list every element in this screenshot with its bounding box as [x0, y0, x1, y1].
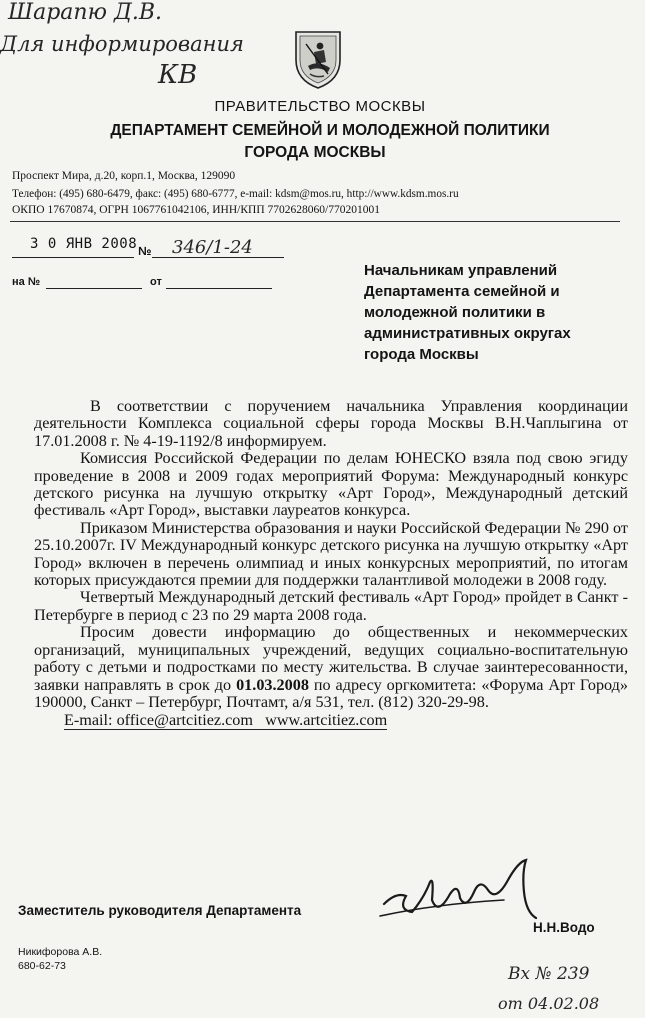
executor-name: Никифорова А.В.: [18, 946, 103, 958]
outgoing-date-stamp: 3 0 ЯНВ 2008: [30, 236, 138, 252]
body-paragraph-5-address: по адресу оргкомитета: «Форума Арт Город» 190000, Санкт – Петербург, Почтамт, а/я 531, тел. (812) 320-29-98.: [34, 675, 629, 711]
outgoing-number-handwritten: 346/1-24: [172, 237, 253, 258]
body-paragraph-4: Четвертый Международный детский фестиваль «Арт Город» пройдет в Санкт - Петербурге в период с 23 по 29 марта 2008 года.: [34, 588, 628, 624]
body-paragraph-3: Приказом Министерства образования и науки Российской Федерации № 290 от 25.10.2007г. IV Международный конкурс детского рисунка на лучшую открытку «Арт Город» включен в перечень олимпиад и иных конкурсных мероприятий, по итогам которых присуждаются премии для поддержки талантливой молодежи в 2008 году.: [34, 518, 628, 590]
contact-line: [34, 712, 628, 729]
handwritten-incoming-number: Вх № 239: [508, 964, 590, 984]
contact-links[interactable]: E-mail: office@artcitiez.com www.artcitiez.com: [64, 711, 388, 730]
recipient-line: города Москвы: [364, 346, 479, 363]
department-title-line1: ДЕПАРТАМЕНТ СЕМЕЙНОЙ И МОЛОДЕЖНОЙ ПОЛИТИКИ: [110, 122, 550, 139]
recipient-line: административных округах: [364, 325, 571, 342]
letterhead-divider: [10, 221, 620, 222]
handwritten-resolution: Для информирования: [0, 32, 244, 56]
department-title-line2: ГОРОДА МОСКВЫ: [244, 144, 386, 161]
reference-number-line: [46, 288, 142, 289]
handwritten-initials: КВ: [158, 60, 198, 90]
reference-number-label: на №: [12, 276, 41, 288]
body-paragraph-5: [34, 624, 628, 711]
signatory-name: Н.Н.Водо: [533, 920, 595, 935]
number-underline: [152, 257, 284, 258]
recipient-line: молодежной политики в: [364, 304, 546, 321]
handwritten-signature: [376, 852, 556, 932]
moscow-coat-of-arms-logo: [290, 26, 346, 90]
handwritten-addressee: Шарапю Д.В.: [8, 0, 162, 25]
government-title: ПРАВИТЕЛЬСТВО МОСКВЫ: [214, 98, 426, 115]
body-paragraph-1: В соответствии с поручением начальника Управления координации деятельности Комплекса социальной сферы города Москвы В.Н.Чаплыгина от 17.01.2008 г. № 4-19-1192/8 информируем.: [34, 397, 628, 450]
signatory-position: Заместитель руководителя Департамента: [18, 903, 302, 918]
recipient-block: [364, 260, 634, 365]
body-paragraph-5-text: Просим довести информацию до общественных и некоммерческих организаций, муниципальных учреждений, ведущих социально-воспитательную работу с детьми и подростками по месту жительства. В случае заинтересованности, заявки направлять в срок до: [34, 623, 628, 694]
department-contacts: Телефон: (495) 680-6479, факс: (495) 680-6777, e-mail: kdsm@mos.ru, http://www.kdsm.mos.ru: [12, 188, 459, 200]
department-codes: ОКПО 17670874, ОГРН 1067761042106, ИНН/КПП 7702628060/770201001: [12, 204, 380, 216]
handwritten-incoming-date: от 04.02.08: [498, 994, 600, 1013]
letter-body: [34, 398, 628, 730]
reference-date-line: [166, 288, 272, 289]
body-paragraph-2: Комиссия Российской Федерации по делам ЮНЕСКО взяла под свою эгиду проведение в 2008 и 2009 годах мероприятий Форума: Международный конкурс детского рисунка на лучшую открытку «Арт Город», Международный детский фестиваль «Арт Город», выставки лауреатов конкурса.: [34, 449, 628, 520]
department-address: Проспект Мира, д.20, корп.1, Москва, 129090: [12, 170, 236, 182]
date-underline: [12, 257, 134, 258]
recipient-line: Департамента семейной и: [364, 283, 560, 300]
application-deadline: 01.03.2008: [236, 675, 309, 694]
outgoing-number-label: №: [138, 244, 152, 258]
reference-date-label: от: [150, 276, 162, 288]
executor-phone: 680-62-73: [18, 960, 66, 972]
recipient-line: Начальникам управлений: [364, 262, 558, 279]
